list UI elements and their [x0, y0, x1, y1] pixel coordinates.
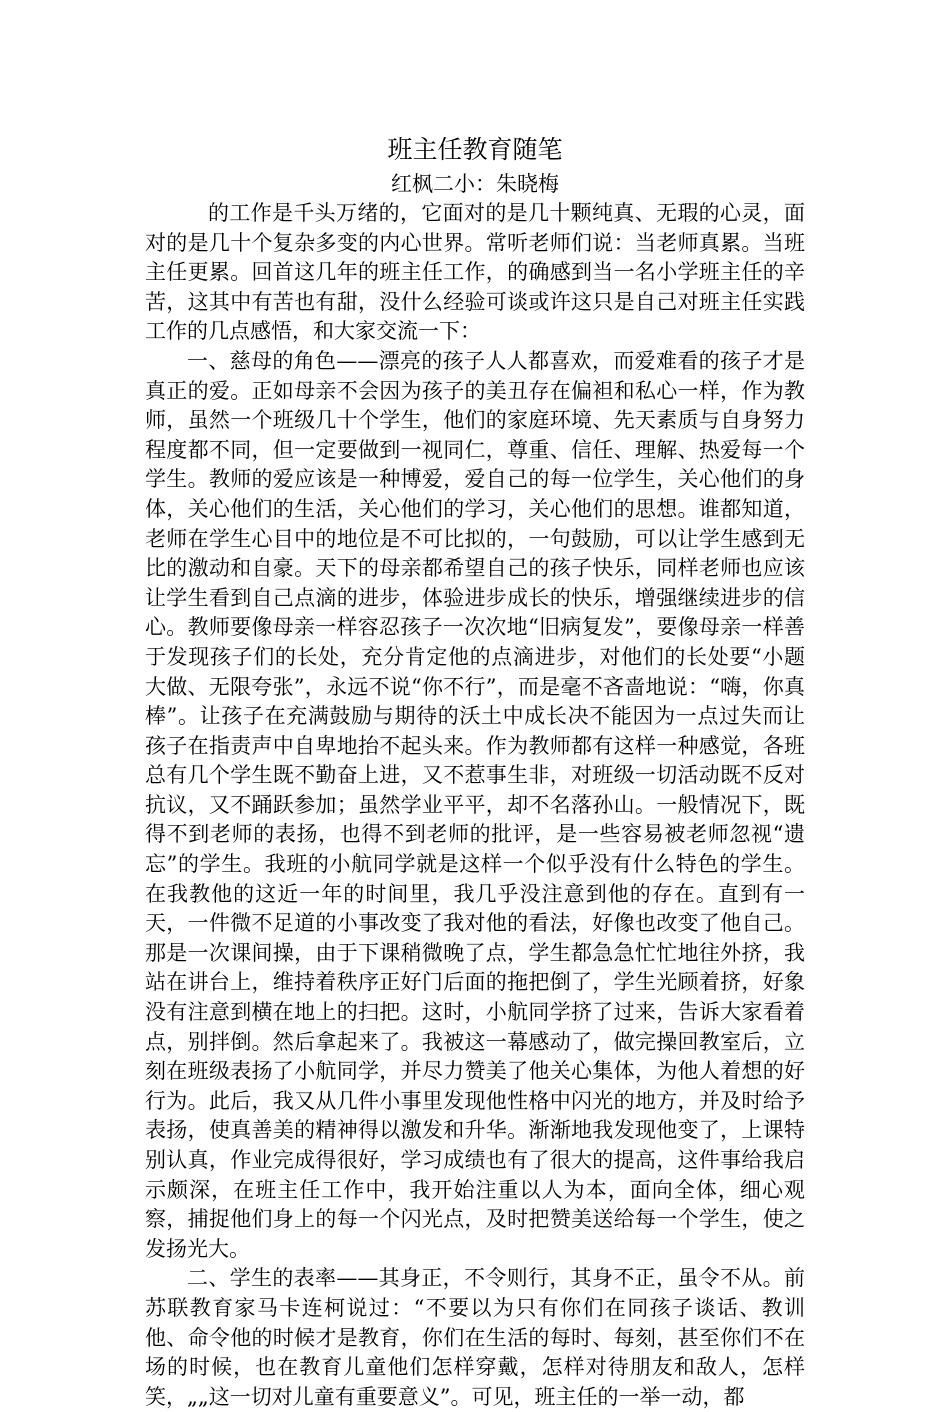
document-page	[145, 130, 805, 1412]
document-title: 班主任教育随笔	[387, 135, 563, 164]
document-author: 红枫二小：朱晓梅	[391, 172, 559, 196]
paragraph-intro: 的工作是千头万绪的，它面对的是几十颗纯真、无瑕的心灵，面对的是几十个复杂多变的内心世界。常听老师们说：当老师真累。当班主任更累。回首这几年的班主任工作，的确感到当一名小学班主任的辛苦，这其中有苦也有甜，没什么经验可谈或许这只是自己对班主任实践工作的几点感悟，和大家交流一下：	[145, 201, 805, 344]
paragraph-section-two: 二、学生的表率——其身正，不令则行，其身不正，虽令不从。前苏联教育家马卡连柯说过：“不要以为只有你们在同孩子谈话、教训他、命令他的时候才是教育，你们在生活的每时、每刻，甚至你们不在场的时候，也在教育儿童他们怎样穿戴，怎样对待朋友和敌人，怎样笑，„„这一切对儿童有重要意义”。可见，班主任的一举一动，都	[145, 1266, 805, 1409]
paragraph-section-one: 一、慈母的角色——漂亮的孩子人人都喜欢，而爱难看的孩子才是真正的爱。正如母亲不会因为孩子的美丑存在偏袒和私心一样，作为教师，虽然一个班级几十个学生，他们的家庭环境、先天素质与自身努力程度都不同，但一定要做到一视同仁，尊重、信任、理解、热爱每一个学生。教师的爱应该是一种博爱，爱自己的每一位学生，关心他们的身体，关心他们的生活，关心他们的学习，关心他们的思想。谁都知道，老师在学生心目中的地位是不可比拟的，一句鼓励，可以让学生感到无比的激动和自豪。天下的母亲都希望自己的孩子快乐，同样老师也应该让学生看到自己点滴的进步，体验进步成长的快乐，增强继续进步的信心。教师要像母亲一样容忍孩子一次次地“旧病复发”，要像母亲一样善于发现孩子们的长处，充分肯定他的点滴进步，对他们的长处要“小题大做、无限夸张”，永远不说“你不行”，而是毫不吝啬地说：“嗨，你真棒”。让孩子在充满鼓励与期待的沃土中成长决不能因为一点过失而让孩子在指责声中自卑地抬不起头来。作为教师都有这样一种感觉，各班总有几个学生既不勤奋上进，又不惹事生非，对班级一切活动既不反对抗议，又不踊跃参加；虽然学业平平，却不名落孙山。一般情况下，既得不到老师的表扬，也得不到老师的批评，是一些容易被老师忽视“遗忘”的学生。我班的小航同学就是这样一个似乎没有什么特色的学生。在我教他的这近一年的时间里，我几乎没注意到他的存在。直到有一天，一件微不足道的小事改变了我对他的看法，好像也改变了他自己。那是一次课间操，由于下课稍微晚了点，学生都急急忙忙地往外挤，我站在讲台上，维持着秩序正好门后面的拖把倒了，学生光顾着挤，好象没有注意到横在地上的扫把。这时，小航同学挤了过来，告诉大家看着点，别拌倒。然后拿起来了。我被这一幕感动了，做完操回教室后，立刻在班级表扬了小航同学，并尽力赞美了他关心集体，为他人着想的好行为。此后，我又从几件小事里发现他性格中闪光的地方，并及时给予表扬，使真善美的精神得以激发和升华。渐渐地我发现他变了，上课特别认真，作业完成得很好，学习成绩也有了很大的提高，这件事给我启示颇深，在班主任工作中，我开始注重以人为本，面向全体，细心观察，捕捉他们身上的每一个闪光点，及时把赞美送给每一个学生，使之发扬光大。	[145, 348, 805, 1261]
